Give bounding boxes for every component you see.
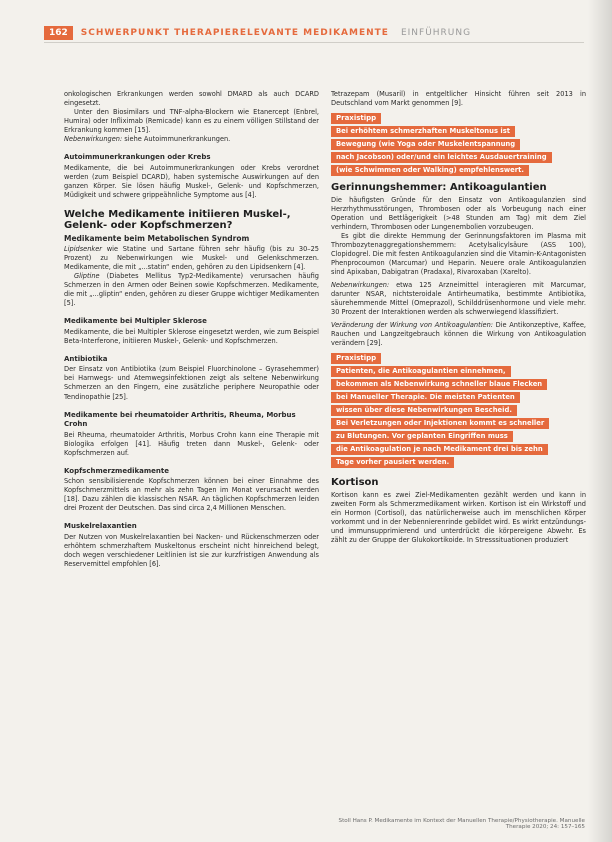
running-header xyxy=(44,26,584,40)
page-edge-shadow xyxy=(588,0,612,842)
tip-line: Bei erhöhtem schmerzhaften Muskeltonus ist xyxy=(331,126,515,137)
gliptine-text: (Diabetes Mellitus Typ2-Medikamente) verursachen häufig Schmerzen in den Armen oder Beinen sowie Kopfschmerzen. Medikamente, die mit „...gliptin“ enden, gehören zu dieser Gruppe wichtiger Medikamenten [5]. xyxy=(64,272,319,308)
tip-line: (wie Schwimmen oder Walking) empfehlenswert. xyxy=(331,165,529,176)
veraenderung-text: Die Antikonzeptive, Kaffee, Rauchen und Langzeitgebrauch können die Wirkung von Antikoagulation verändern [29]. xyxy=(331,321,586,348)
praxistipp-heading: Praxistipp xyxy=(331,353,381,364)
nebenwirkungen-text: siehe Autoimmunerkrankungen. xyxy=(122,135,231,144)
praxistipp-heading: Praxistipp xyxy=(331,113,381,124)
nebenwirkungen-label: Nebenwirkungen: xyxy=(331,281,390,290)
tip-line: wissen über diese Nebenwirkungen Bescheid. xyxy=(331,405,517,416)
paragraph: Medikamente, die bei Autoimmunerkrankungen oder Krebs verordnet werden (zum Beispiel DCARD), haben systemische Auswirkungen auf den ganzen Körper. Sie lösen häufig Muskel-, Gelenk- und Kopfschmerzen, Müdigkeit und schwere grippeähnliche Symptome aus [4]. xyxy=(64,163,319,199)
section-heading-gerinnung: Gerinnungshemmer: Antikoagulantien xyxy=(331,182,547,194)
tip-line: Bewegung (wie Yoga oder Muskelentspannung xyxy=(331,139,520,150)
tip-line: bei Manueller Therapie. Die meisten Patienten xyxy=(331,392,520,403)
tip-line: Bei Verletzungen oder Injektionen kommt es schneller xyxy=(331,418,549,429)
subheading-antibiotika: Antibiotika xyxy=(64,354,108,363)
section-heading: Welche Medikamente initiieren Muskel-, Gelenk- oder Kopfschmerzen? xyxy=(64,208,291,232)
nebenwirkungen-text: etwa 125 Arzneimittel interagieren mit Marcumar, darunter NSAR, nichtsteroidale Antirheumatika, bestimmte Antibiotika, säurehemmende Mittel (Omeprazol), Schilddrüsenhormone und viele mehr. 30 Prozent der Interaktionen werden als schwerwiegend klassifiziert. xyxy=(331,281,586,317)
header-divider xyxy=(44,42,584,43)
paragraph: Medikamente, die bei Multipler Sklerose eingesetzt werden, wie zum Beispiel Beta-Interferone, initiieren Muskel-, Gelenk- und Kopfschmerzen. xyxy=(64,327,319,345)
paragraph: Es gibt die direkte Hemmung der Gerinnungsfaktoren im Plasma mit Thrombozytenaggregationshemmern: Acetylsalicylsäure (ASS 100), Clopidogrel. Die mit festen Antikoagulanzien sind die Vitamin-K-Antagonisten Phenprocoumon (Marcumar) und Heparin. Neuere orale Antikoagulanzien sind Apixaban, Dabigatran (Pradaxa), Rivaroxaban (Xarelto). xyxy=(331,231,586,277)
tip-line: Patienten, die Antikoagulantien einnehmen, xyxy=(331,366,511,377)
subheading-metabolisch: Medikamente beim Metabolischen Syndrom xyxy=(64,233,250,243)
paragraph xyxy=(331,321,586,348)
section-heading-kortison: Kortison xyxy=(331,477,379,489)
praxistipp-box-2 xyxy=(331,353,586,468)
tip-line: nach Jacobson) oder/und ein leichtes Ausdauertraining xyxy=(331,152,552,163)
citation-footer: Stoll Hans P. Medikamente im Kontext der Manuellen Therapie/Physiotherapie. Manuelle Therapie 2020; 24: 157–165 xyxy=(338,818,585,830)
paragraph: Tetrazepam (Musaril) in entgeltlicher Hinsicht führen seit 2013 in Deutschland vom Markt genommen [9]. xyxy=(331,90,586,108)
paragraph: Schon sensibilisierende Kopfschmerzen können bei einer Einnahme des Kopfschmerzmittels an mehr als zehn Tagen im Monat verursacht werden [18]. Dazu zählen die klassischen NSAR. An täglichen Kopfschmerzen leiden drei Prozent der Deutschen. Das sind circa 2,4 Millionen Menschen. xyxy=(64,477,319,513)
paragraph xyxy=(331,281,586,317)
tip-line: die Antikoagulation je nach Medikament drei bis zehn xyxy=(331,444,548,455)
subheading-rheuma: Medikamente bei rheumatoider Arthritis, Rheuma, Morbus Crohn xyxy=(64,410,296,429)
right-column xyxy=(331,90,586,545)
subsection-title: EINFÜHRUNG xyxy=(400,28,472,38)
subheading-muskelrelaxantien: Muskelrelaxantien xyxy=(64,522,137,531)
paragraph: Die häufigsten Gründe für den Einsatz von Antikoagulanzien sind Herzrhythmusstörungen, Thrombosen oder als Vorbeugung nach einer Operation und Bettlägerigkeit (>48 Stunden am Tag) mit dem Ziel verhindern, Thrombosen oder Lungenembolien vorzubeugen. xyxy=(331,195,586,231)
nebenwirkungen-label: Nebenwirkungen: xyxy=(64,135,123,144)
paragraph: Bei Rheuma, rheumatoider Arthritis, Morbus Crohn kann eine Therapie mit Biologika erfolgen [41]. Häufig treten dann Muskel-, Gelenk- oder Kopfschmerzen auf. xyxy=(64,430,319,457)
paragraph: Kortison kann es zwei Ziel-Medikamenten gezählt werden und kann in zweiten Form als Schmerzmedikament wirken. Kortison ist ein Wirkstoff und ein Hormon (Cortisol), das natürlicherweise auch im menschlichen Körper vorkommt und in der Nebennierenrinde gebildet wird. Es wirkt entzündungs- und immunsupprimierend und unterdrückt die körpereigene Abwehr. Es zählt zu der Gruppe der Glukokortikoide. In Stresssituationen produziert xyxy=(331,490,586,545)
paragraph xyxy=(64,135,319,144)
lipidsenker-label: Lipidsenker xyxy=(64,244,102,253)
subheading-ms: Medikamente bei Multipler Sklerose xyxy=(64,317,207,326)
paragraph: Der Nutzen von Muskelrelaxantien bei Nacken- und Rückenschmerzen oder erhöhtem schmerzhaftem Muskeltonus erscheint nicht hinreichend belegt, doch wegen verschiedener Leitlinien ist sie zur kurzfristigen Anwendung als Reservemittel empfohlen [6]. xyxy=(64,532,319,569)
left-column xyxy=(64,90,319,569)
paragraph xyxy=(64,272,319,308)
praxistipp-box-1 xyxy=(331,113,586,176)
tip-line: zu Blutungen. Vor geplanten Eingriffen muss xyxy=(331,431,513,442)
paragraph: Unter den Biosimilars und TNF-alpha-Blockern wie Etanercept (Enbrel, Humira) oder Infliximab (Remicade) kann es zu einem völligen Stillstand der Erkrankung kommen [15]. xyxy=(64,108,319,135)
tip-line: bekommen als Nebenwirkung schneller blaue Flecken xyxy=(331,379,547,390)
subheading-kopfschmerz: Kopfschmerzmedikamente xyxy=(64,466,169,475)
tip-line: Tage vorher pausiert werden. xyxy=(331,457,454,468)
paragraph xyxy=(64,245,319,272)
paragraph: onkologischen Erkrankungen werden sowohl DMARD als auch DCARD eingesetzt. xyxy=(64,90,319,108)
veraenderung-label: Veränderung der Wirkung von Antikoagulantien: xyxy=(331,321,493,330)
gliptine-label: Gliptine xyxy=(74,272,100,281)
section-title: SCHWERPUNKT THERAPIERELEVANTE MEDIKAMENTE xyxy=(80,28,389,38)
paragraph: Der Einsatz von Antibiotika (zum Beispiel Fluorchinolone – Gyrasehemmer) bei Harnwegs- und Atemwegsinfektionen zeigt als seltene Nebenwirkung Schmerzen an den Fingern, eine zusätzliche periphere Neuropathie oder Tendinopathie [25]. xyxy=(64,365,319,401)
lipidsenker-text: wie Statine und Sartane führen sehr häufig (bis zu 30–25 Prozent) zu Nebenwirkungen wie Muskel- und Gelenkschmerzen. Medikamente, die mit „...statin“ enden, gehören zu den Lipidsenkern [4]. xyxy=(64,244,319,272)
subheading-autoimmun: Autoimmunerkrankungen oder Krebs xyxy=(64,153,211,162)
page-number: 162 xyxy=(44,26,73,40)
